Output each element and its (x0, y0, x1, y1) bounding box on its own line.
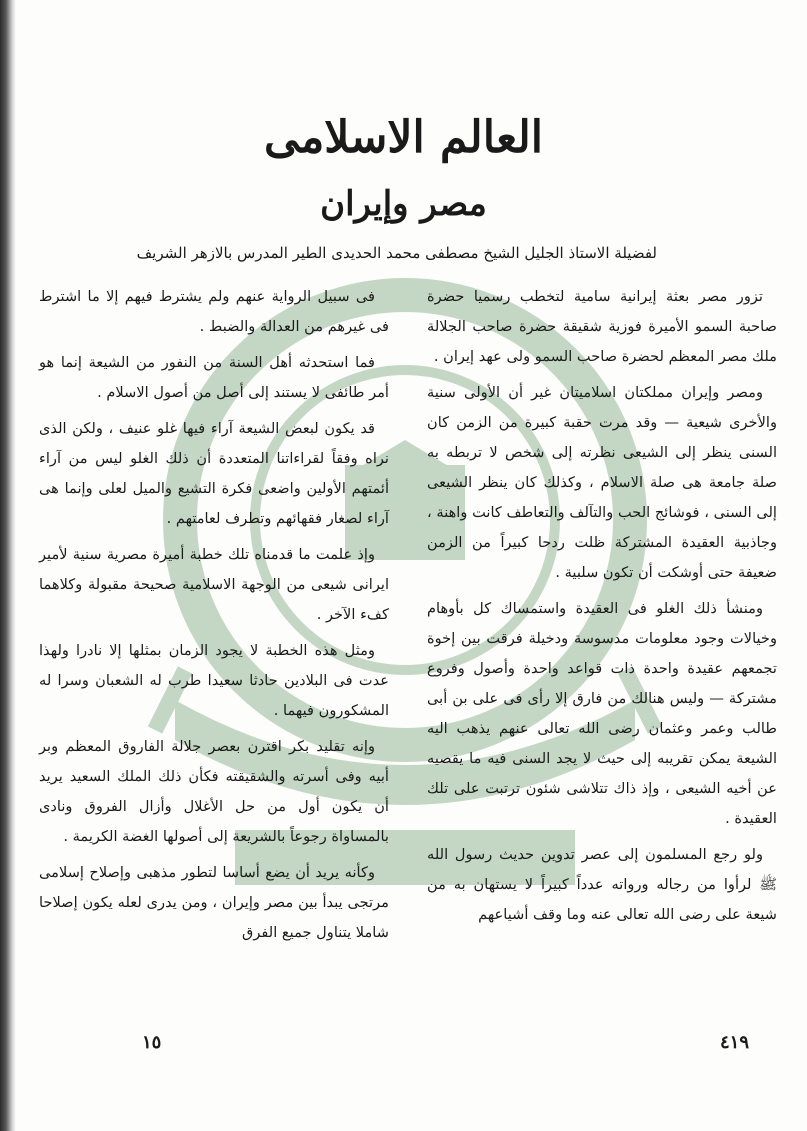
paragraph: وإذ علمت ما قدمناه تلك خطبة أميرة مصرية سنية لأمير ايرانى شيعى من الوجهة الاسلامية صحيحة مقبولة وكلاهما كفء الآخر . (39, 546, 389, 623)
page-number-left: ١٥ (142, 1032, 162, 1053)
paragraph: فى سبيل الرواية عنهم ولم يشترط فيهم إلا ما اشترط فى غيرهم من العدالة والضبط . (39, 288, 389, 335)
page-title: العالم الاسلامى (264, 112, 543, 163)
paragraph: وكأنه يريد أن يضع أساسا لتطور مذهبى وإصلاح إسلامى مرتجى يبدأ بين مصر وإيران ، ومن يدرى لعله يكون إصلاحا شاملا يتناول جميع الفرق (39, 864, 389, 941)
text-column-left (39, 282, 389, 954)
paragraph: ومنشأ ذلك الغلو فى العقيدة واستمساك كل بأوهام وخيالات وجود معلومات مدسوسة ودخيلة فرقت بين إخوة تجمعهم عقيدة واحدة ذات قواعد واحدة وأصول وفروع مشتركة — وليس هنالك من فارق إلا رأى فى على بن أبى طالب وعمر وعثمان رضى الله تعالى عنهم يذهب اليه الشيعة يمكن تقريبه إلى حيث لا يجد السنى فيه ما يقصيه عن أخيه الشيعى ، وإذ ذاك تتلاشى شئون ترتبت على تلك العقيدة . (427, 600, 777, 827)
page-number-right: ٤١٩ (719, 1032, 749, 1053)
paragraph: ومثل هذه الخطبة لا يجود الزمان بمثلها إلا نادرا ولهذا عدت فى البلادين حادثا سعيدا طرب له الشعبان وسرا له المشكورون فيهما . (39, 642, 389, 719)
author-byline: لفضيلة الاستاذ الجليل الشيخ مصطفى محمد الحديدى الطير المدرس بالازهر الشريف (136, 244, 657, 262)
scan-edge (0, 0, 16, 1131)
article-title: مصر وإيران (320, 184, 487, 224)
paragraph: تزور مصر بعثة إيرانية سامية لتخطب رسميا حضرة صاحبة السمو الأميرة فوزية شقيقة حضرة صاحب الجلالة ملك مصر المعظم لحضرة صاحب السمو ولى عهد إيران . (427, 288, 777, 365)
paragraph: ولو رجع المسلمون إلى عصر تدوين حديث رسول الله ﷺ لرأوا من رجاله ورواته عدداً كبيراً لا يستهان به من شيعة على رضى الله تعالى عنه وما وقف أشياعهم (427, 846, 777, 923)
paragraph: فما استحدثه أهل السنة من النفور من الشيعة إنما هو أمر طائفى لا يستند إلى أصل من أصول الاسلام . (39, 354, 389, 401)
text-column-right (427, 282, 777, 936)
paragraph: ومصر وإيران مملكتان اسلاميتان غير أن الأولى سنية والأخرى شيعية — وقد مرت حقبة كبيرة من الزمن كان السنى ينظر إلى الشيعى نظرته إلى شخص لا تربطه به صلة جامعة هى صلة الاسلام ، وكذلك كان ينظر الشيعى إلى السنى ، فوشائج الحب والتآلف والتعاطف كانت واهنة ، وجاذبية العقيدة المشتركة ظلت ردحا كبيراً من الزمن ضعيفة حتى أوشكت أن تكون سلبية . (427, 384, 777, 581)
paragraph: وإنه تقليد بكر اقترن بعصر جلالة الفاروق المعظم وبر أبيه وفى أسرته والشقيقته فكأن ذلك الملك السعيد يريد أن يكون أول من حل الأغلال وأزال الفروق ونادى بالمساواة رجوعاً بالشريعة إلى أصولها الغضة الكريمة . (39, 738, 389, 845)
paragraph: قد يكون لبعض الشيعة آراء فيها غلو عنيف ، ولكن الذى نراه وفقاً لقراءاتنا المتعددة أن ذلك الغلو ليس من آراء أئمتهم الأولين واضعى فكرة التشيع والميل لعلى وإنما هى آراء لصغار فقهائهم وتطرف لعامتهم . (39, 420, 389, 527)
